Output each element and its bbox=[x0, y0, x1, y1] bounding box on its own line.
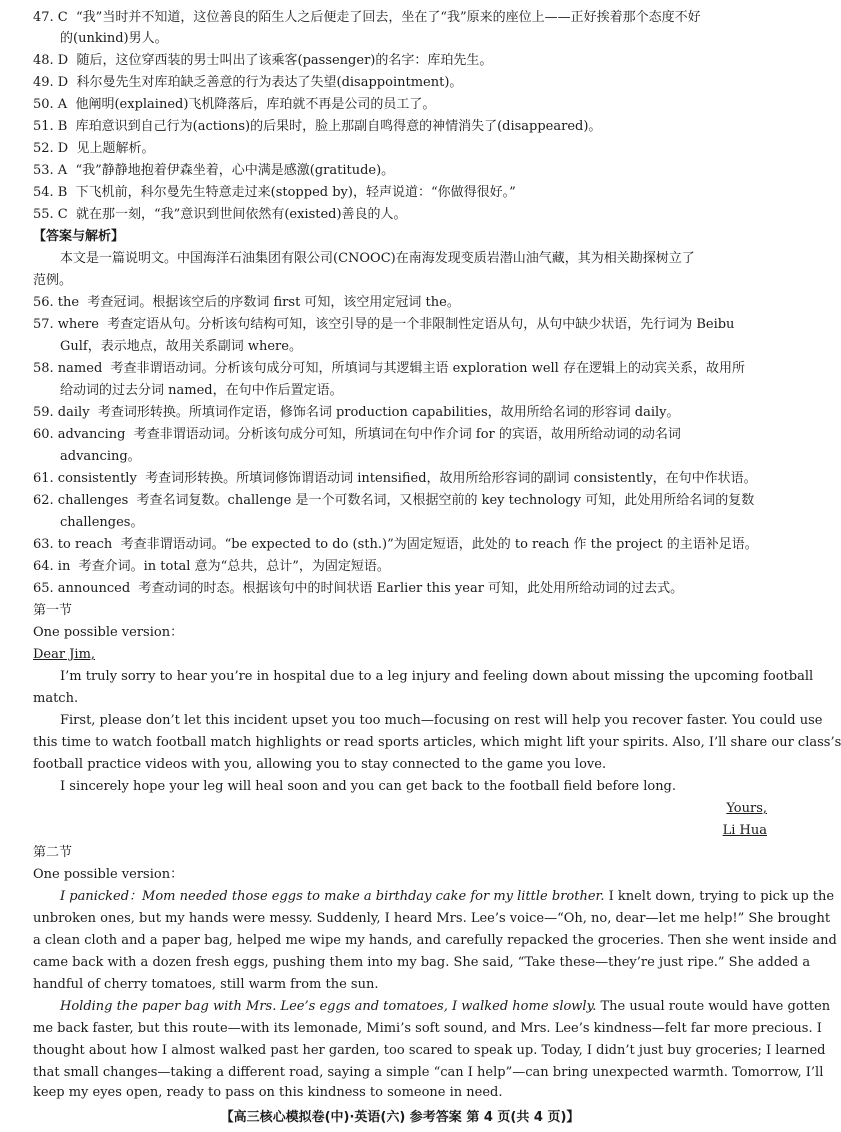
answer-57: 57. where 考查定语从句。分析该句结构可知，该空引导的是一个非限制性定语从句，从句中缺少状语，先行词为 Beibu bbox=[33, 317, 735, 332]
answer-52: 52. D 见上题解析。 bbox=[33, 141, 155, 156]
answer-54: 54. B 下飞机前，科尔曼先生特意走过来(stopped by)，轻声说道：“你做得很好。” bbox=[33, 185, 516, 200]
story-p2-line-1: Holding the paper bag with Mrs. Lee’s eggs and tomatoes, I walked home slowly. The usual route would have gotten bbox=[60, 999, 831, 1014]
answer-49: 49. D 科尔曼先生对库珀缺乏善意的行为表达了失望(disappointment)。 bbox=[33, 75, 463, 90]
page-footer bbox=[0, 1085, 800, 1125]
letter-line-6: I sincerely hope your leg will heal soon and you can get back to the football field before long. bbox=[60, 779, 677, 794]
letter-signature: Li Hua bbox=[722, 823, 767, 838]
intro-line-1: 本文是一篇说明文。中国海洋石油集团有限公司(CNOOC)在南海发现变质岩潜山油气藏，其为相关勘探树立了 bbox=[60, 251, 695, 266]
letter-line-1: I’m truly sorry to hear you’re in hospital due to a leg injury and feeling down about missing the upcoming football bbox=[60, 669, 814, 684]
letter-salutation: Dear Jim, bbox=[33, 647, 96, 662]
footer-text: 【高三核心模拟卷(中)·英语(六) 参考答案 第 4 页(共 4 页)】 bbox=[220, 1110, 580, 1125]
answer-62: 62. challenges 考查名词复数。challenge 是一个可数名词，又根据空前的 key technology 可知，此处用所给名词的复数 bbox=[33, 493, 755, 508]
answer-59: 59. daily 考查词形转换。所填词作定语，修饰名词 production capabilities，故用所给名词的形容词 daily。 bbox=[33, 405, 680, 420]
answer-62-cont: challenges。 bbox=[60, 515, 144, 530]
answer-47: 47. C “我”当时并不知道，这位善良的陌生人之后便走了回去，坐在了“我”原来的座位上——正好挨着那个态度不好 bbox=[33, 10, 701, 25]
story-p1-line-4: came back with a dozen fresh eggs, pushing them into my bag. She said, “Take these—they’re just ripe.” She added a bbox=[33, 955, 811, 970]
answer-57-cont: Gulf，表示地点，故用关系副词 where。 bbox=[60, 339, 302, 354]
section2-heading: 第二节 bbox=[33, 845, 73, 860]
story-p1-line-3: a clean cloth and a paper bag, helped me wipe my hands, and carefully repacked the groceries. Then she went inside and bbox=[33, 933, 837, 948]
section-heading: 【答案与解析】 bbox=[33, 229, 125, 244]
story-p2-line-2: me back faster, but this route—with its lemonade, Mimi’s soft sound, and Mrs. Lee’s kindness—felt far more precious. I bbox=[33, 1021, 822, 1036]
story-p1-line-2: unbroken ones, but my hands were messy. Suddenly, I heard Mrs. Lee’s voice—“Oh, no, dear—let me help!” She brought bbox=[33, 911, 831, 926]
answer-53: 53. A “我”静静地抱着伊森坐着，心中满是感激(gratitude)。 bbox=[33, 163, 395, 178]
section1-heading: 第一节 bbox=[33, 603, 73, 618]
answer-58-cont: 给动词的过去分词 named，在句中作后置定语。 bbox=[60, 383, 343, 398]
answer-47-cont: 的(unkind)男人。 bbox=[60, 31, 168, 46]
answer-58: 58. named 考查非谓语动词。分析该句成分可知，所填词与其逻辑主语 exploration well 存在逻辑上的动宾关系，故用所 bbox=[33, 361, 745, 376]
story-p1-line-1: I panicked：Mom needed those eggs to make a birthday cake for my little brother. I knelt down, trying to pick up the bbox=[60, 889, 835, 904]
story-p2-line-3: thought about how I almost walked past her garden, too scared to speak up. Today, I didn’t just buy groceries; I learned bbox=[33, 1043, 826, 1058]
answer-61: 61. consistently 考查词形转换。所填词修饰谓语动词 intensified，故用所给形容词的副词 consistently，在句中作状语。 bbox=[33, 471, 757, 486]
answer-56: 56. the 考查冠词。根据该空后的序数词 first 可知，该空用定冠词 the。 bbox=[33, 295, 460, 310]
intro-line-2: 范例。 bbox=[33, 273, 73, 288]
answer-48: 48. D 随后，这位穿西装的男士叫出了该乘客(passenger)的名字：库珀先生。 bbox=[33, 53, 493, 68]
answer-65: 65. announced 考查动词的时态。根据该句中的时间状语 Earlier this year 可知，此处用所给动词的过去式。 bbox=[33, 581, 684, 596]
story-p1-line-5: handful of cherry tomatoes, still warm from the sun. bbox=[33, 977, 379, 992]
answer-64: 64. in 考查介词。in total 意为“总共，总计”，为固定短语。 bbox=[33, 559, 390, 574]
section2-version: One possible version： bbox=[33, 867, 184, 882]
letter-closing: Yours, bbox=[726, 801, 767, 816]
letter-line-5: football practice videos with you, allowing you to stay connected to the game you love. bbox=[33, 757, 607, 772]
answer-51: 51. B 库珀意识到自己行为(actions)的后果时，脸上那副自鸣得意的神情消失了(disappeared)。 bbox=[33, 119, 602, 134]
answer-63: 63. to reach 考查非谓语动词。“be expected to do (sth.)”为固定短语，此处的 to reach 作 the project 的主语补足语。 bbox=[33, 537, 758, 552]
story-p2-line-4: that small changes—taking a different road, saying a simple “can I help”—can bring unexpected warmth. Tomorrow, I’ll bbox=[33, 1065, 824, 1080]
letter-line-4: this time to watch football match highlights or read sports articles, which might lift your spirits. Also, I’ll share our class’s bbox=[33, 735, 841, 750]
letter-line-3: First, please don’t let this incident upset you too much—focusing on rest will help you recover faster. You could use bbox=[60, 713, 823, 728]
answer-55: 55. C 就在那一刻，“我”意识到世间依然有(existed)善良的人。 bbox=[33, 207, 407, 222]
story-p2-line-5: keep my eyes open, ready to pass on this kindness to someone in need. bbox=[33, 1085, 503, 1100]
answer-60-cont: advancing。 bbox=[60, 449, 141, 464]
answer-50: 50. A 他阐明(explained)飞机降落后，库珀就不再是公司的员工了。 bbox=[33, 97, 436, 112]
letter-line-2: match. bbox=[33, 691, 79, 706]
section1-version: One possible version： bbox=[33, 625, 184, 640]
answer-60: 60. advancing 考查非谓语动词。分析该句成分可知，所填词在句中作介词 for 的宾语，故用所给动词的动名词 bbox=[33, 427, 681, 442]
